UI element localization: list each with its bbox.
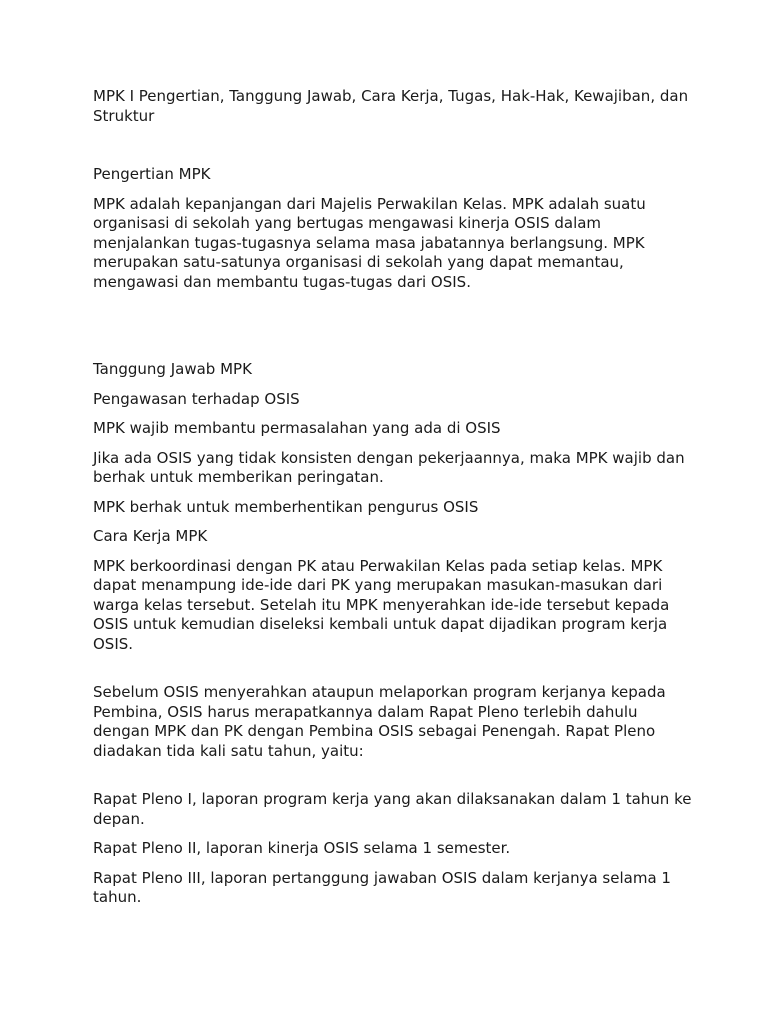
section-heading-tanggung-jawab: Tanggung Jawab MPK	[93, 360, 252, 378]
spacer	[93, 185, 693, 195]
spacer	[93, 829, 693, 839]
document-page	[93, 87, 693, 908]
document-title: MPK I Pengertian, Tanggung Jawab, Cara Kerja, Tugas, Hak-Hak, Kewajiban, dan Struktur	[93, 87, 689, 125]
spacer	[93, 761, 693, 790]
spacer	[93, 547, 693, 557]
spacer	[93, 517, 693, 527]
list-item: Jika ada OSIS yang tidak konsisten dengan pekerjaannya, maka MPK wajib dan berhak untuk memberikan peringatan.	[93, 448, 685, 486]
spacer	[93, 654, 693, 683]
paragraph-rapat-intro: Sebelum OSIS menyerahkan ataupun melaporkan program kerjanya kepada Pembina, OSIS harus merapatkannya dalam Rapat Pleno terlebih dahulu dengan MPK dan PK dengan Pembina OSIS sebagai Penengah. Rapat Pleno diadakan tida kali satu tahun, yaitu:	[93, 683, 666, 760]
list-item: Rapat Pleno II, laporan kinerja OSIS selama 1 semester.	[93, 839, 511, 857]
spacer	[93, 488, 693, 498]
spacer	[93, 409, 693, 419]
paragraph-cara-kerja: MPK berkoordinasi dengan PK atau Perwakilan Kelas pada setiap kelas. MPK dapat menampung ide-ide dari PK yang merupakan masukan-masukan dari warga kelas tersebut. Setelah itu MPK menyerahkan ide-ide tersebut kepada OSIS untuk kemudian diseleksi kembali untuk dapat dijadikan program kerja OSIS.	[93, 556, 670, 653]
list-item: MPK berhak untuk memberhentikan pengurus OSIS	[93, 497, 479, 516]
list-item: Rapat Pleno I, laporan program kerja yang akan dilaksanakan dalam 1 tahun ke depan.	[93, 790, 692, 828]
spacer	[93, 126, 693, 165]
section-heading-cara-kerja: Cara Kerja MPK	[93, 527, 208, 545]
spacer	[93, 439, 693, 449]
section-heading-pengertian: Pengertian MPK	[93, 165, 211, 183]
list-item: Rapat Pleno III, laporan pertanggung jawaban OSIS dalam kerjanya selama 1 tahun.	[93, 868, 671, 906]
spacer	[93, 380, 693, 390]
list-item: Pengawasan terhadap OSIS	[93, 389, 300, 408]
spacer	[93, 859, 693, 869]
spacer	[93, 292, 693, 360]
list-item: MPK wajib membantu permasalahan yang ada di OSIS	[93, 419, 501, 437]
paragraph-pengertian: MPK adalah kepanjangan dari Majelis Perwakilan Kelas. MPK adalah suatu organisasi di sekolah yang bertugas mengawasi kinerja OSIS dalam menjalankan tugas-tugasnya selama masa jabatannya berlangsung. MPK merupakan satu-satunya organisasi di sekolah yang dapat memantau, mengawasi dan membantu tugas-tugas dari OSIS.	[93, 194, 646, 291]
